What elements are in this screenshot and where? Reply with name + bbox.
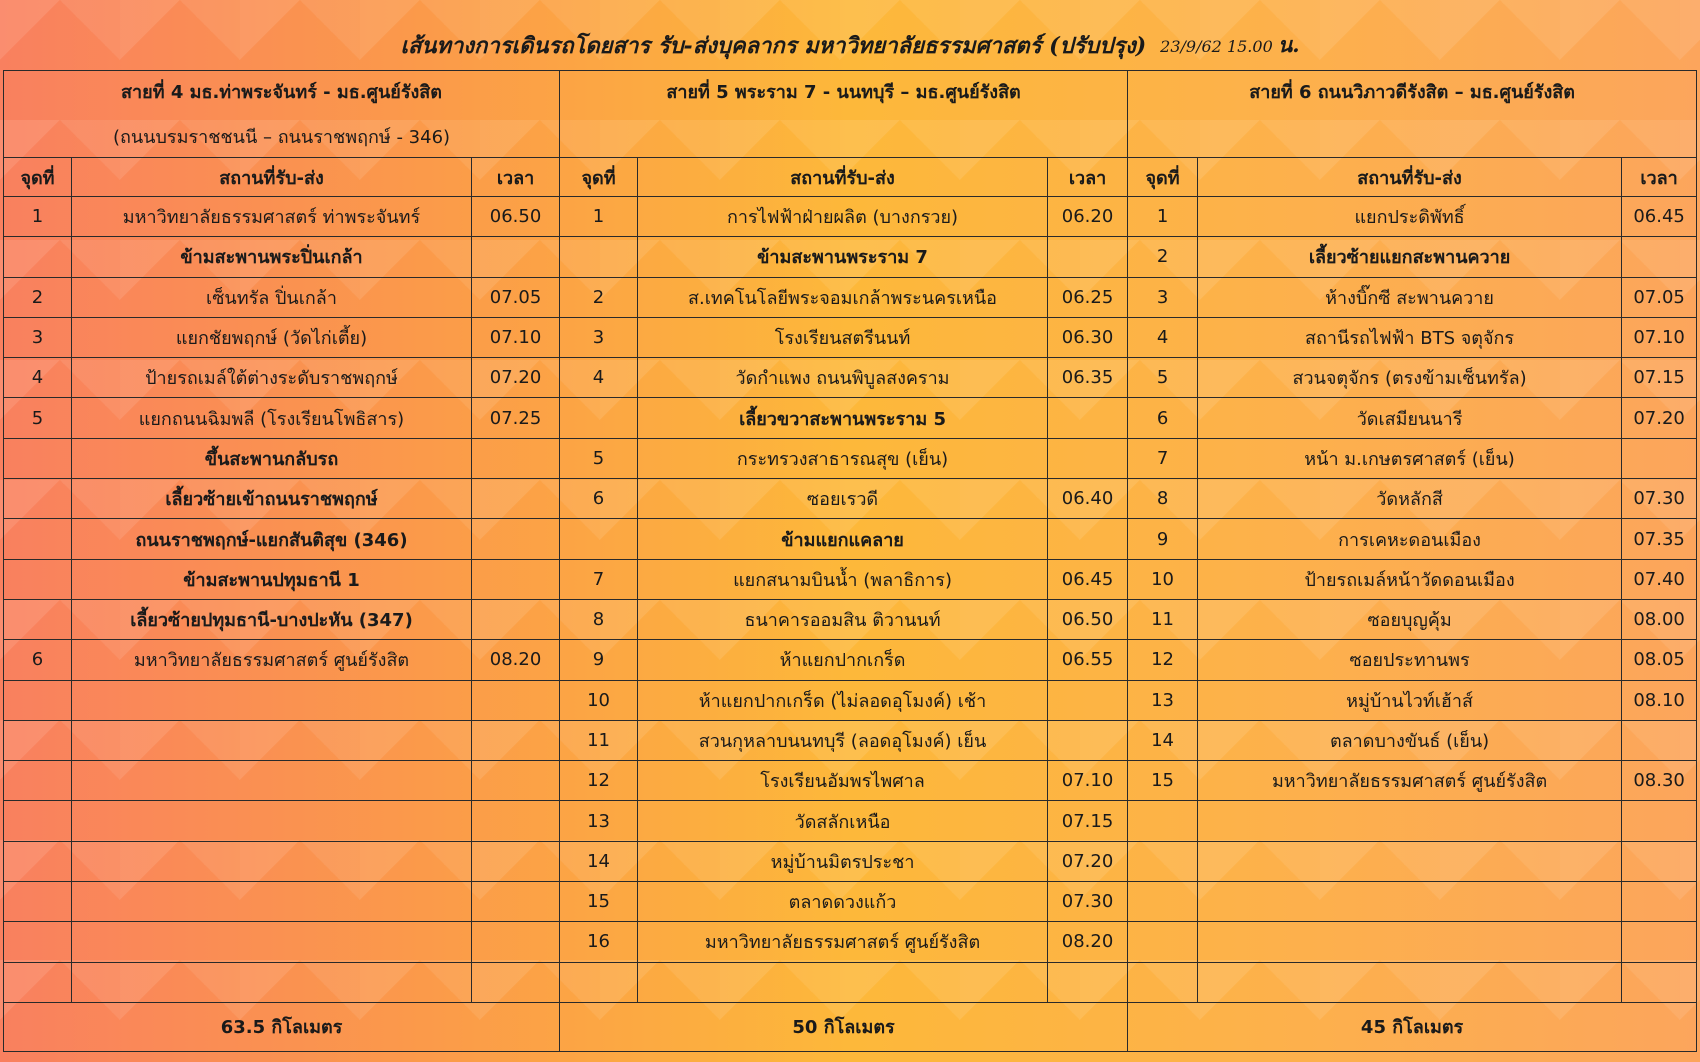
route-5-stop-place: ห้าแยกปากเกร็ด (ไม่ลอดอุโมงค์) เช้า: [638, 680, 1048, 720]
route-5-stop-time: 06.45: [1048, 559, 1128, 599]
route-4-stop-time: [472, 479, 560, 519]
route-4-stop-time: [472, 801, 560, 841]
column-header-row: [4, 158, 1697, 197]
route-4-stop-place: มหาวิทยาลัยธรรมศาสตร์ ท่าพระจันทร์: [72, 197, 472, 237]
route-6-stop-time: 08.05: [1622, 640, 1697, 680]
table-row: [4, 640, 1697, 680]
route-6-stop-place: ป้ายรถเมล์หน้าวัดดอนเมือง: [1198, 559, 1622, 599]
route-6-stop-time: [1622, 841, 1697, 881]
route-6-stop-number: [1128, 922, 1198, 962]
route-6-stop-time: 07.35: [1622, 519, 1697, 559]
route-6-stop-number: 8: [1128, 479, 1198, 519]
route-4-header: สายที่ 4 มธ.ท่าพระจันทร์ - มธ.ศูนย์รังสิต (ถนนบรมราชชนนี – ถนนราชพฤกษ์ - 346): [4, 71, 560, 158]
route-6-stop-place: ตลาดบางขันธ์ (เย็น): [1198, 720, 1622, 760]
route-4-stop-place: แยกชัยพฤกษ์ (วัดไก่เตี้ย): [72, 317, 472, 357]
route-5-stop-number: 13: [560, 801, 638, 841]
route-5-stop-number: 3: [560, 317, 638, 357]
route-4-stop-place: แยกถนนฉิมพลี (โรงเรียนโพธิสาร): [72, 398, 472, 438]
route-5-stop-number: [560, 962, 638, 1002]
route-6-stop-number: [1128, 801, 1198, 841]
route-6-stop-number: 12: [1128, 640, 1198, 680]
route-5-stop-place: แยกสนามบินน้ำ (พลาธิการ): [638, 559, 1048, 599]
page-title: [0, 20, 1700, 70]
route-5-stop-time: 06.55: [1048, 640, 1128, 680]
route-4-stop-place: [72, 922, 472, 962]
route-4-stop-number: [4, 962, 72, 1002]
route-6-stop-place: มหาวิทยาลัยธรรมศาสตร์ ศูนย์รังสิต: [1198, 761, 1622, 801]
route-5-stop-place: กระทรวงสาธารณสุข (เย็น): [638, 438, 1048, 478]
route-4-stop-number: [4, 479, 72, 519]
route-5-distance: 50 กิโลเมตร: [560, 1002, 1128, 1051]
table-row: [4, 479, 1697, 519]
route-6-stop-time: 07.05: [1622, 277, 1697, 317]
route-4-stop-place: เลี้ยวซ้ายปทุมธานี-บางปะหัน (347): [72, 599, 472, 639]
route-4-stop-time: [472, 599, 560, 639]
route-5-stop-place: ธนาคารออมสิน ติวานนท์: [638, 599, 1048, 639]
route-6-stop-number: 15: [1128, 761, 1198, 801]
route-4-stop-place: ข้ามสะพานปทุมธานี 1: [72, 559, 472, 599]
route-5-stop-place: วัดกำแพง ถนนพิบูลสงคราม: [638, 358, 1048, 398]
route-5-stop-place: สวนกุหลาบนนทบุรี (ลอดอุโมงค์) เย็น: [638, 720, 1048, 760]
route-5-stop-place: วัดสลักเหนือ: [638, 801, 1048, 841]
route-4-stop-place: [72, 801, 472, 841]
route-5-stop-number: 6: [560, 479, 638, 519]
col-point: จุดที่: [1128, 158, 1198, 197]
route-4-stop-time: [472, 841, 560, 881]
route-6-stop-number: 5: [1128, 358, 1198, 398]
route-6-stop-time: [1622, 801, 1697, 841]
distance-row: [4, 1002, 1697, 1051]
route-4-stop-place: [72, 882, 472, 922]
route-6-stop-number: 14: [1128, 720, 1198, 760]
route-4-stop-time: 08.20: [472, 640, 560, 680]
col-point: จุดที่: [4, 158, 72, 197]
route-6-distance: 45 กิโลเมตร: [1128, 1002, 1697, 1051]
route-5-stop-place: โรงเรียนสตรีนนท์: [638, 317, 1048, 357]
table-row: [4, 237, 1697, 277]
route-4-stop-number: [4, 720, 72, 760]
route-5-stop-place: ห้าแยกปากเกร็ด: [638, 640, 1048, 680]
route-4-stop-number: 6: [4, 640, 72, 680]
route-6-stop-number: 3: [1128, 277, 1198, 317]
route-4-stop-place: [72, 761, 472, 801]
route-5-stop-time: [1048, 962, 1128, 1002]
route-5-stop-time: 06.30: [1048, 317, 1128, 357]
route-4-stop-number: [4, 922, 72, 962]
route-5-stop-time: [1048, 680, 1128, 720]
route-5-stop-place: ส.เทคโนโลยีพระจอมเกล้าพระนครเหนือ: [638, 277, 1048, 317]
route-6-stop-time: [1622, 237, 1697, 277]
route-4-stop-number: [4, 559, 72, 599]
route-6-stop-place: แยกประดิพัทธิ์: [1198, 197, 1622, 237]
route-4-stop-time: [472, 680, 560, 720]
col-place: สถานที่รับ-ส่ง: [638, 158, 1048, 197]
route-5-stop-place: ซอยเรวดี: [638, 479, 1048, 519]
route-4-stop-number: [4, 237, 72, 277]
route-4-stop-time: [472, 237, 560, 277]
route-5-stop-time: 06.40: [1048, 479, 1128, 519]
route-6-stop-number: 13: [1128, 680, 1198, 720]
table-row: [4, 277, 1697, 317]
table-row: [4, 962, 1697, 1002]
route-5-stop-time: [1048, 398, 1128, 438]
route-6-stop-time: [1622, 882, 1697, 922]
route-table: [3, 70, 1697, 1052]
route-6-stop-place: การเคหะดอนเมือง: [1198, 519, 1622, 559]
route-4-stop-number: [4, 680, 72, 720]
route-6-stop-place: เลี้ยวซ้ายแยกสะพานควาย: [1198, 237, 1622, 277]
route-6-stop-place: [1198, 922, 1622, 962]
route-4-stop-time: [472, 720, 560, 760]
route-5-stop-number: [560, 237, 638, 277]
route-6-stop-time: 07.30: [1622, 479, 1697, 519]
route-4-stop-time: 07.20: [472, 358, 560, 398]
route-4-stop-time: 07.05: [472, 277, 560, 317]
route-4-stop-number: 5: [4, 398, 72, 438]
route-6-stop-place: [1198, 801, 1622, 841]
route-4-stop-number: [4, 761, 72, 801]
route-5-stop-number: 10: [560, 680, 638, 720]
col-time: เวลา: [1048, 158, 1128, 197]
route-6-stop-number: 10: [1128, 559, 1198, 599]
route-5-stop-number: 4: [560, 358, 638, 398]
route-6-stop-number: 7: [1128, 438, 1198, 478]
route-6-stop-place: สวนจตุจักร (ตรงข้ามเซ็นทรัล): [1198, 358, 1622, 398]
route-6-stop-number: [1128, 882, 1198, 922]
route-6-stop-time: 08.00: [1622, 599, 1697, 639]
route-6-stop-place: ซอยประทานพร: [1198, 640, 1622, 680]
route-4-stop-number: [4, 438, 72, 478]
table-row: [4, 882, 1697, 922]
route-4-stop-number: 2: [4, 277, 72, 317]
route-4-stop-time: [472, 519, 560, 559]
route-6-stop-place: หมู่บ้านไวท์เฮ้าส์: [1198, 680, 1622, 720]
route-5-stop-place: มหาวิทยาลัยธรรมศาสตร์ ศูนย์รังสิต: [638, 922, 1048, 962]
route-4-distance: 63.5 กิโลเมตร: [4, 1002, 560, 1051]
route-4-stop-time: [472, 559, 560, 599]
route-6-stop-time: [1622, 720, 1697, 760]
route-6-stop-number: 9: [1128, 519, 1198, 559]
route-5-stop-time: [1048, 237, 1128, 277]
route-4-stop-number: [4, 882, 72, 922]
route-4-stop-place: [72, 841, 472, 881]
route-5-stop-number: [560, 519, 638, 559]
route-5-stop-number: 5: [560, 438, 638, 478]
route-5-stop-time: 06.25: [1048, 277, 1128, 317]
route-6-stop-number: [1128, 962, 1198, 1002]
route-4-stop-number: [4, 841, 72, 881]
route-4-stop-place: ป้ายรถเมล์ใต้ต่างระดับราชพฤกษ์: [72, 358, 472, 398]
route-5-stop-time: 06.50: [1048, 599, 1128, 639]
table-row: [4, 922, 1697, 962]
route-6-stop-place: ห้างบิ๊กซี สะพานควาย: [1198, 277, 1622, 317]
route-4-stop-place: [72, 720, 472, 760]
route-6-header: สายที่ 6 ถนนวิภาวดีรังสิต – มธ.ศูนย์รังสิต: [1128, 71, 1697, 158]
col-point: จุดที่: [560, 158, 638, 197]
route-5-stop-number: 14: [560, 841, 638, 881]
route-6-stop-number: [1128, 841, 1198, 881]
route-4-stop-time: 07.25: [472, 398, 560, 438]
route-6-stop-place: [1198, 962, 1622, 1002]
route-5-stop-time: 06.20: [1048, 197, 1128, 237]
route-6-stop-place: วัดเสมียนนารี: [1198, 398, 1622, 438]
route-6-stop-number: 4: [1128, 317, 1198, 357]
route-5-stop-number: [560, 398, 638, 438]
route-4-stop-number: 1: [4, 197, 72, 237]
route-5-header: สายที่ 5 พระราม 7 - นนทบุรี – มธ.ศูนย์รังสิต: [560, 71, 1128, 158]
route-6-stop-place: ซอยบุญคุ้ม: [1198, 599, 1622, 639]
route-5-stop-time: [1048, 438, 1128, 478]
route-6-stop-time: 07.20: [1622, 398, 1697, 438]
table-row: [4, 680, 1697, 720]
table-row: [4, 197, 1697, 237]
route-4-stop-time: [472, 761, 560, 801]
route-6-stop-time: 06.45: [1622, 197, 1697, 237]
route-5-stop-time: 07.15: [1048, 801, 1128, 841]
route-4-stop-place: เซ็นทรัล ปิ่นเกล้า: [72, 277, 472, 317]
route-5-stop-time: [1048, 720, 1128, 760]
col-time: เวลา: [472, 158, 560, 197]
col-time: เวลา: [1622, 158, 1697, 197]
route-5-stop-number: 16: [560, 922, 638, 962]
route-5-stop-number: 1: [560, 197, 638, 237]
route-5-stop-time: 07.30: [1048, 882, 1128, 922]
route-4-stop-time: [472, 438, 560, 478]
route-6-stop-place: สถานีรถไฟฟ้า BTS จตุจักร: [1198, 317, 1622, 357]
route-4-stop-number: [4, 599, 72, 639]
route-5-stop-place: ข้ามแยกแคลาย: [638, 519, 1048, 559]
table-row: [4, 599, 1697, 639]
table-row: [4, 559, 1697, 599]
route-4-stop-number: 4: [4, 358, 72, 398]
update-stamp: 23/9/62 15.00 น.: [1160, 31, 1300, 57]
route-6-stop-time: 07.10: [1622, 317, 1697, 357]
table-row: [4, 438, 1697, 478]
route-4-stop-place: เลี้ยวซ้ายเข้าถนนราชพฤกษ์: [72, 479, 472, 519]
route-4-stop-time: [472, 922, 560, 962]
route-5-stop-time: 06.35: [1048, 358, 1128, 398]
table-row: [4, 317, 1697, 357]
route-5-stop-place: ข้ามสะพานพระราม 7: [638, 237, 1048, 277]
route-5-stop-place: หมู่บ้านมิตรประชา: [638, 841, 1048, 881]
table-row: [4, 841, 1697, 881]
route-6-stop-place: วัดหลักสี: [1198, 479, 1622, 519]
table-row: [4, 720, 1697, 760]
table-row: [4, 519, 1697, 559]
route-6-stop-place: [1198, 882, 1622, 922]
route-5-stop-place: การไฟฟ้าฝ่ายผลิต (บางกรวย): [638, 197, 1048, 237]
route-5-stop-place: เลี้ยวขวาสะพานพระราม 5: [638, 398, 1048, 438]
route-6-stop-time: [1622, 438, 1697, 478]
route-5-stop-number: 11: [560, 720, 638, 760]
route-6-stop-time: [1622, 962, 1697, 1002]
table-row: [4, 358, 1697, 398]
route-4-stop-place: ถนนราชพฤกษ์-แยกสันติสุข (346): [72, 519, 472, 559]
route-5-stop-time: 08.20: [1048, 922, 1128, 962]
route-6-stop-place: หน้า ม.เกษตรศาสตร์ (เย็น): [1198, 438, 1622, 478]
route-5-stop-place: [638, 962, 1048, 1002]
route-4-stop-place: มหาวิทยาลัยธรรมศาสตร์ ศูนย์รังสิต: [72, 640, 472, 680]
route-header-row: [4, 71, 1697, 158]
title-text: เส้นทางการเดินรถโดยสาร รับ-ส่งบุคลากร มหาวิทยาลัยธรรมศาสตร์ (ปรับปรุง): [400, 32, 1147, 59]
route-6-stop-place: [1198, 841, 1622, 881]
route-5-stop-number: 2: [560, 277, 638, 317]
route-4-stop-number: [4, 801, 72, 841]
route-6-stop-number: 6: [1128, 398, 1198, 438]
route-4-stop-time: [472, 962, 560, 1002]
route-6-stop-time: 08.30: [1622, 761, 1697, 801]
route-5-stop-time: 07.20: [1048, 841, 1128, 881]
route-4-stop-number: 3: [4, 317, 72, 357]
route-4-stop-place: [72, 962, 472, 1002]
route-5-stop-number: 15: [560, 882, 638, 922]
route-6-stop-time: [1622, 922, 1697, 962]
col-place: สถานที่รับ-ส่ง: [1198, 158, 1622, 197]
col-place: สถานที่รับ-ส่ง: [72, 158, 472, 197]
table-row: [4, 761, 1697, 801]
table-row: [4, 398, 1697, 438]
route-5-stop-number: 12: [560, 761, 638, 801]
route-5-stop-number: 9: [560, 640, 638, 680]
route-4-stop-number: [4, 519, 72, 559]
route-5-stop-place: ตลาดดวงแก้ว: [638, 882, 1048, 922]
route-6-stop-number: 1: [1128, 197, 1198, 237]
route-6-stop-time: 07.15: [1622, 358, 1697, 398]
table-row: [4, 801, 1697, 841]
route-5-stop-time: [1048, 519, 1128, 559]
route-6-stop-number: 2: [1128, 237, 1198, 277]
route-5-stop-number: 7: [560, 559, 638, 599]
route-5-stop-time: 07.10: [1048, 761, 1128, 801]
route-4-stop-time: [472, 882, 560, 922]
route-5-stop-number: 8: [560, 599, 638, 639]
route-6-stop-time: 08.10: [1622, 680, 1697, 720]
route-4-stop-place: ขึ้นสะพานกลับรถ: [72, 438, 472, 478]
route-4-stop-place: ข้ามสะพานพระปิ่นเกล้า: [72, 237, 472, 277]
route-6-stop-time: 07.40: [1622, 559, 1697, 599]
route-4-stop-place: [72, 680, 472, 720]
route-6-stop-number: 11: [1128, 599, 1198, 639]
route-4-stop-time: 06.50: [472, 197, 560, 237]
route-4-stop-time: 07.10: [472, 317, 560, 357]
route-5-stop-place: โรงเรียนอัมพรไพศาล: [638, 761, 1048, 801]
